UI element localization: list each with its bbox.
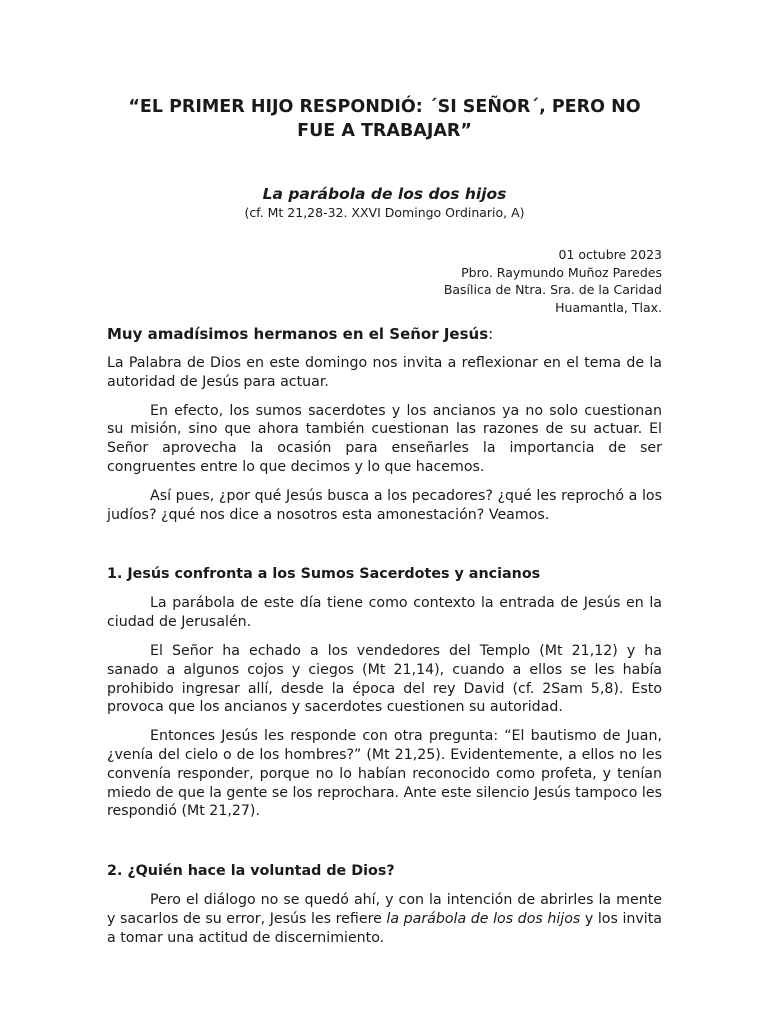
section-1-paragraph-1: La parábola de este día tiene como contexto la entrada de Jesús en la ciudad de Jerusalén. bbox=[107, 595, 662, 631]
intro-paragraph-3: Así pues, ¿por qué Jesús busca a los pecadores? ¿qué les reprochó a los judíos? ¿qué nos dice a nosotros esta amonestación? Veamos. bbox=[107, 487, 662, 523]
greeting-colon: : bbox=[488, 325, 494, 343]
section-2-text-after: y los invita a tomar una actitud de discernimiento. bbox=[107, 910, 662, 946]
meta-place: Huamantla, Tlax. bbox=[555, 299, 662, 315]
scripture-reference: (cf. Mt 21,28-32. XXVI Domingo Ordinario, A) bbox=[244, 205, 525, 220]
document-meta bbox=[107, 246, 662, 316]
document-page bbox=[107, 0, 662, 948]
section-2-heading: 2. ¿Quién hace la voluntad de Dios? bbox=[107, 863, 395, 880]
greeting-text: Muy amadísimos hermanos en el Señor Jesús bbox=[107, 325, 489, 343]
meta-church: Basílica de Ntra. Sra. de la Caridad bbox=[443, 282, 662, 297]
meta-date: 01 octubre 2023 bbox=[558, 247, 662, 262]
intro-paragraph-2: En efecto, los sumos sacerdotes y los ancianos ya no solo cuestionan su misión, sino que ahora también cuestionan las razones de su actuar. El Señor aprovecha la ocasión para enseñarles la importancia de ser congruentes entre lo que decimos y lo que hacemos. bbox=[107, 402, 662, 475]
greeting bbox=[107, 324, 662, 344]
parable-title-italic: la parábola de los dos hijos bbox=[386, 910, 581, 927]
title-line-1: “EL PRIMER HIJO RESPONDIÓ: ´SI SEÑOR´, PERO NO bbox=[128, 97, 641, 117]
section-1-paragraph-3: Entonces Jesús les responde con otra pregunta: “El bautismo de Juan, ¿venía del cielo o de los hombres?” (Mt 21,25). Evidentemente, a ellos no les convenía responder, porque no lo habían reconocido como profeta, y tenían miedo de que la gente se los reprochara. Ante este silencio Jesús tampoco les respondió (Mt 21,27). bbox=[107, 728, 662, 820]
section-2-text-before: Pero el diálogo no se quedó ahí, y con la intención de abrirles la mente y sacarlos de su error, Jesús les refiere bbox=[107, 892, 662, 927]
title-line-2: FUE A TRABAJAR” bbox=[297, 121, 472, 141]
document-subtitle: La parábola de los dos hijos bbox=[262, 185, 507, 203]
intro-paragraph-1: La Palabra de Dios en este domingo nos invita a reflexionar en el tema de la autoridad de Jesús para actuar. bbox=[107, 355, 662, 390]
section-2-paragraph-1 bbox=[107, 891, 662, 947]
document-title bbox=[107, 95, 662, 143]
section-1-heading: 1. Jesús confronta a los Sumos Sacerdotes y ancianos bbox=[107, 566, 541, 583]
meta-author: Pbro. Raymundo Muñoz Paredes bbox=[461, 264, 662, 280]
section-1-paragraph-2: El Señor ha echado a los vendedores del Templo (Mt 21,12) y ha sanado a algunos cojos y ciegos (Mt 21,14), cuando a ellos se les había prohibido ingresar allí, desde la época del rey David (cf. 2Sam 5,8). Esto provoca que los ancianos y sacerdotes cuestionen su autoridad. bbox=[107, 642, 662, 716]
